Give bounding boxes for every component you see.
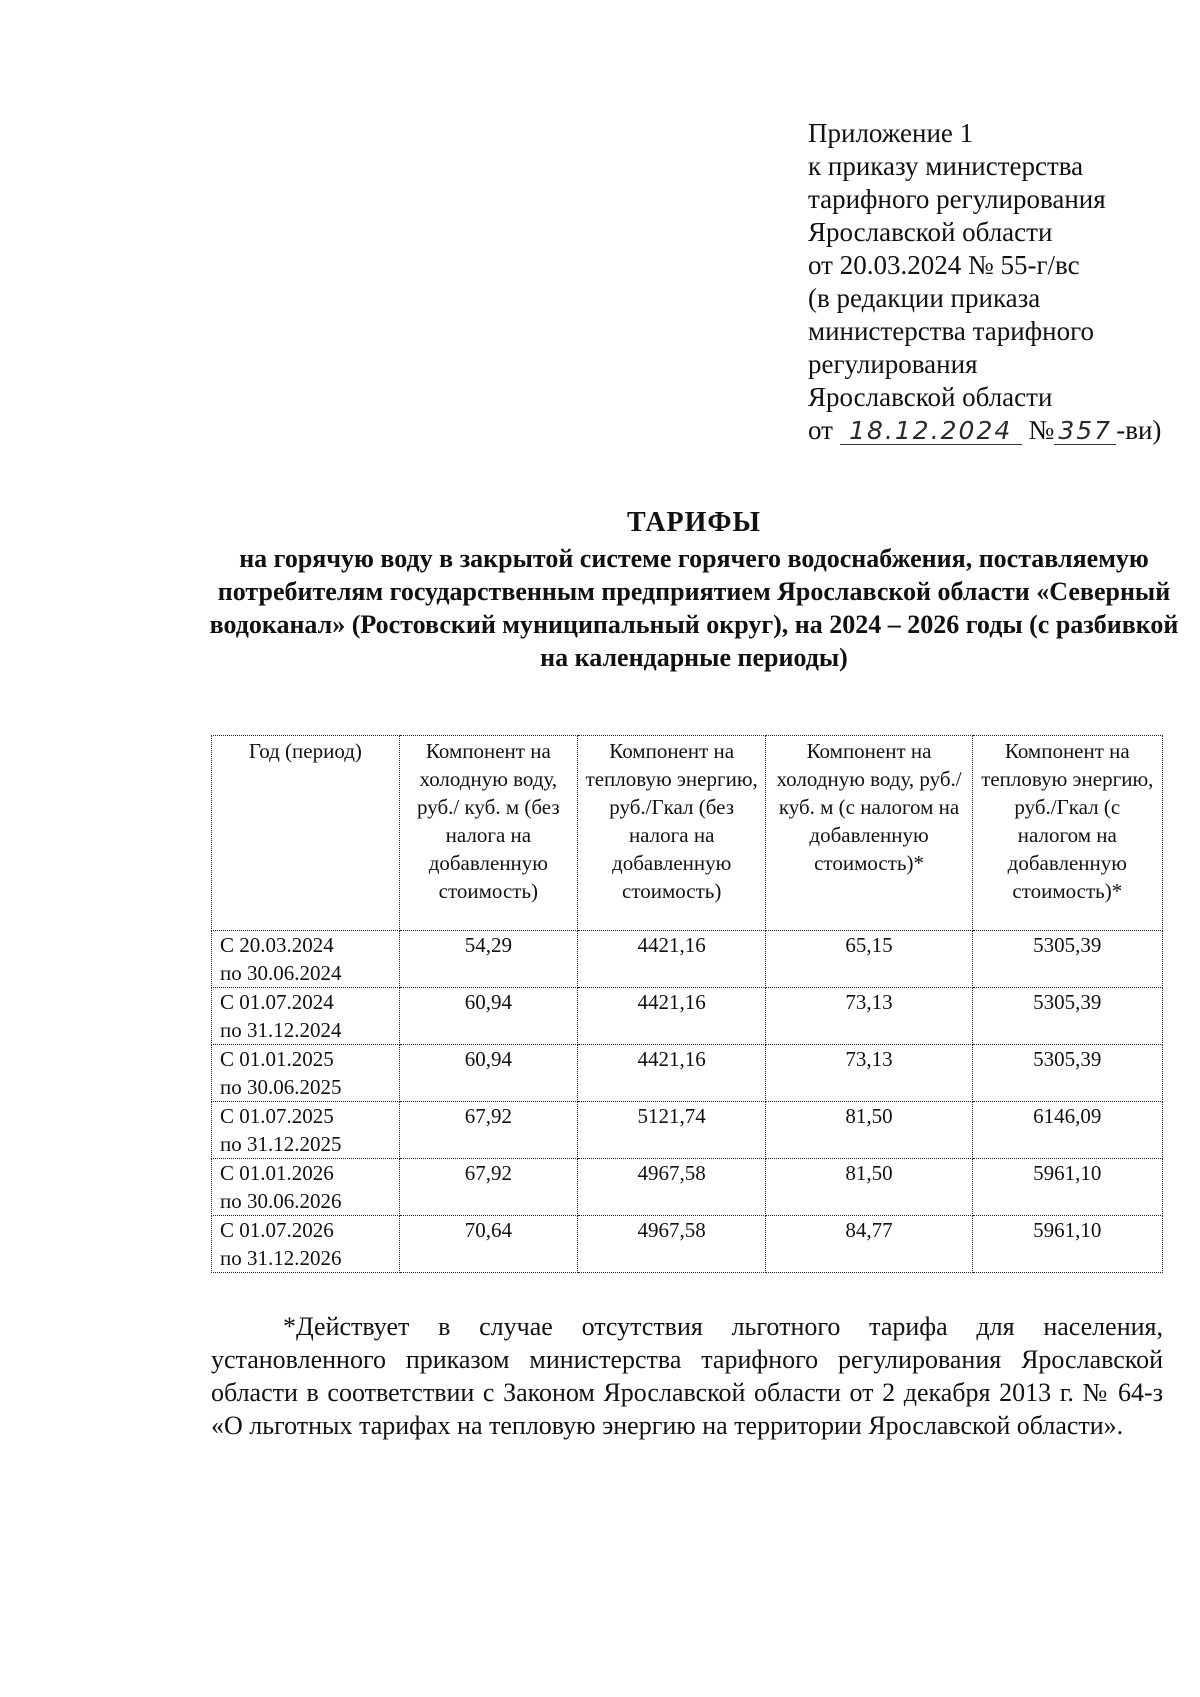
appendix-line: (в редакции приказа bbox=[808, 283, 1041, 313]
heat-vat-cell: 5961,10 bbox=[972, 1216, 1162, 1273]
handwritten-date: 18.12.2024 bbox=[840, 418, 1022, 445]
heat-vat-cell: 6146,09 bbox=[972, 1102, 1162, 1159]
cold-vat-cell: 81,50 bbox=[766, 1159, 972, 1216]
period-cell bbox=[212, 1045, 400, 1102]
header-cold-no-vat: Компонент на холодную воду, руб./ куб. м (без налога на добавленную стоимость) bbox=[399, 736, 577, 931]
period-cell bbox=[212, 1159, 400, 1216]
period-to: по 31.12.2024 bbox=[220, 1018, 342, 1042]
heat-no-vat-cell: 4421,16 bbox=[577, 931, 766, 988]
appendix-line: к приказу министерства bbox=[808, 151, 1084, 181]
table-header-row bbox=[212, 736, 1163, 931]
appendix-line: министерства тарифного bbox=[808, 316, 1095, 346]
period-from: С 20.03.2024 bbox=[220, 933, 334, 957]
cold-no-vat-cell: 70,64 bbox=[399, 1216, 577, 1273]
heat-vat-cell: 5305,39 bbox=[972, 1045, 1162, 1102]
heat-no-vat-cell: 4967,58 bbox=[577, 1216, 766, 1273]
heat-no-vat-cell: 5121,74 bbox=[577, 1102, 766, 1159]
cold-vat-cell: 81,50 bbox=[766, 1102, 972, 1159]
appendix-line: Ярославской области bbox=[808, 217, 1053, 247]
period-to: по 31.12.2026 bbox=[220, 1246, 342, 1270]
table-row bbox=[212, 1216, 1163, 1273]
period-cell bbox=[212, 988, 400, 1045]
cold-no-vat-cell: 60,94 bbox=[399, 988, 577, 1045]
amendment-prefix: от bbox=[808, 415, 833, 445]
title-subtitle: на горячую воду в закрытой системе горячего водоснабжения, поставляемую потребителям государственным предприятием Ярославской области «Северный водоканал» (Ростовский муниципальный округ), на 2024 – 2026 годы (с разбивкой на календарные периоды) bbox=[209, 544, 1179, 672]
cold-no-vat-cell: 60,94 bbox=[399, 1045, 577, 1102]
heat-vat-cell: 5961,10 bbox=[972, 1159, 1162, 1216]
tariffs-table bbox=[211, 735, 1163, 1273]
cold-no-vat-cell: 54,29 bbox=[399, 931, 577, 988]
header-period: Год (период) bbox=[212, 736, 400, 931]
table-row bbox=[212, 931, 1163, 988]
appendix-line: от 20.03.2024 № 55-г/вс bbox=[808, 250, 1080, 280]
header-cold-vat: Компонент на холодную воду, руб./ куб. м (с налогом на добавленную стоимость)* bbox=[766, 736, 972, 931]
period-cell bbox=[212, 931, 400, 988]
period-to: по 31.12.2025 bbox=[220, 1132, 342, 1156]
document-title bbox=[196, 506, 1192, 674]
appendix-line: Приложение 1 bbox=[808, 118, 974, 148]
header-heat-no-vat: Компонент на тепловую энергию, руб./Гкал (без налога на добавленную стоимость) bbox=[577, 736, 766, 931]
table-row bbox=[212, 1159, 1163, 1216]
amendment-suffix: -ви) bbox=[1116, 415, 1162, 445]
footnote bbox=[211, 1310, 1163, 1442]
period-cell bbox=[212, 1216, 400, 1273]
period-from: С 01.07.2024 bbox=[220, 990, 334, 1014]
heat-no-vat-cell: 4967,58 bbox=[577, 1159, 766, 1216]
cold-vat-cell: 73,13 bbox=[766, 1045, 972, 1102]
cold-vat-cell: 73,13 bbox=[766, 988, 972, 1045]
period-from: С 01.07.2025 bbox=[220, 1104, 334, 1128]
appendix-header bbox=[808, 117, 1188, 447]
handwritten-number: 357 bbox=[1054, 418, 1116, 445]
number-sign: № bbox=[1028, 415, 1055, 445]
table-row bbox=[212, 988, 1163, 1045]
period-from: С 01.01.2026 bbox=[220, 1161, 334, 1185]
heat-no-vat-cell: 4421,16 bbox=[577, 988, 766, 1045]
heat-no-vat-cell: 4421,16 bbox=[577, 1045, 766, 1102]
table-row bbox=[212, 1102, 1163, 1159]
cold-no-vat-cell: 67,92 bbox=[399, 1102, 577, 1159]
cold-vat-cell: 65,15 bbox=[766, 931, 972, 988]
cold-vat-cell: 84,77 bbox=[766, 1216, 972, 1273]
heat-vat-cell: 5305,39 bbox=[972, 988, 1162, 1045]
footnote-text: *Действует в случае отсутствия льготного тарифа для населения, установленного приказом министерства тарифного регулирования Ярославской области в соответствии с Законом Ярославской области от 2 декабря 2013 г. № 64-з «О льготных тарифах на тепловую энергию на территории Ярославской области». bbox=[211, 1312, 1163, 1440]
appendix-line: тарифного регулирования bbox=[808, 184, 1106, 214]
period-from: С 01.01.2025 bbox=[220, 1047, 334, 1071]
period-from: С 01.07.2026 bbox=[220, 1218, 334, 1242]
period-to: по 30.06.2024 bbox=[220, 961, 342, 985]
amendment-line bbox=[808, 414, 1188, 447]
title-main: ТАРИФЫ bbox=[627, 507, 761, 538]
cold-no-vat-cell: 67,92 bbox=[399, 1159, 577, 1216]
table-row bbox=[212, 1045, 1163, 1102]
period-to: по 30.06.2025 bbox=[220, 1075, 342, 1099]
header-heat-vat: Компонент на тепловую энергию, руб./Гкал (с налогом на добавленную стоимость)* bbox=[972, 736, 1162, 931]
appendix-line: Ярославской области bbox=[808, 382, 1053, 412]
appendix-line: регулирования bbox=[808, 349, 978, 379]
period-to: по 30.06.2026 bbox=[220, 1189, 342, 1213]
heat-vat-cell: 5305,39 bbox=[972, 931, 1162, 988]
period-cell bbox=[212, 1102, 400, 1159]
